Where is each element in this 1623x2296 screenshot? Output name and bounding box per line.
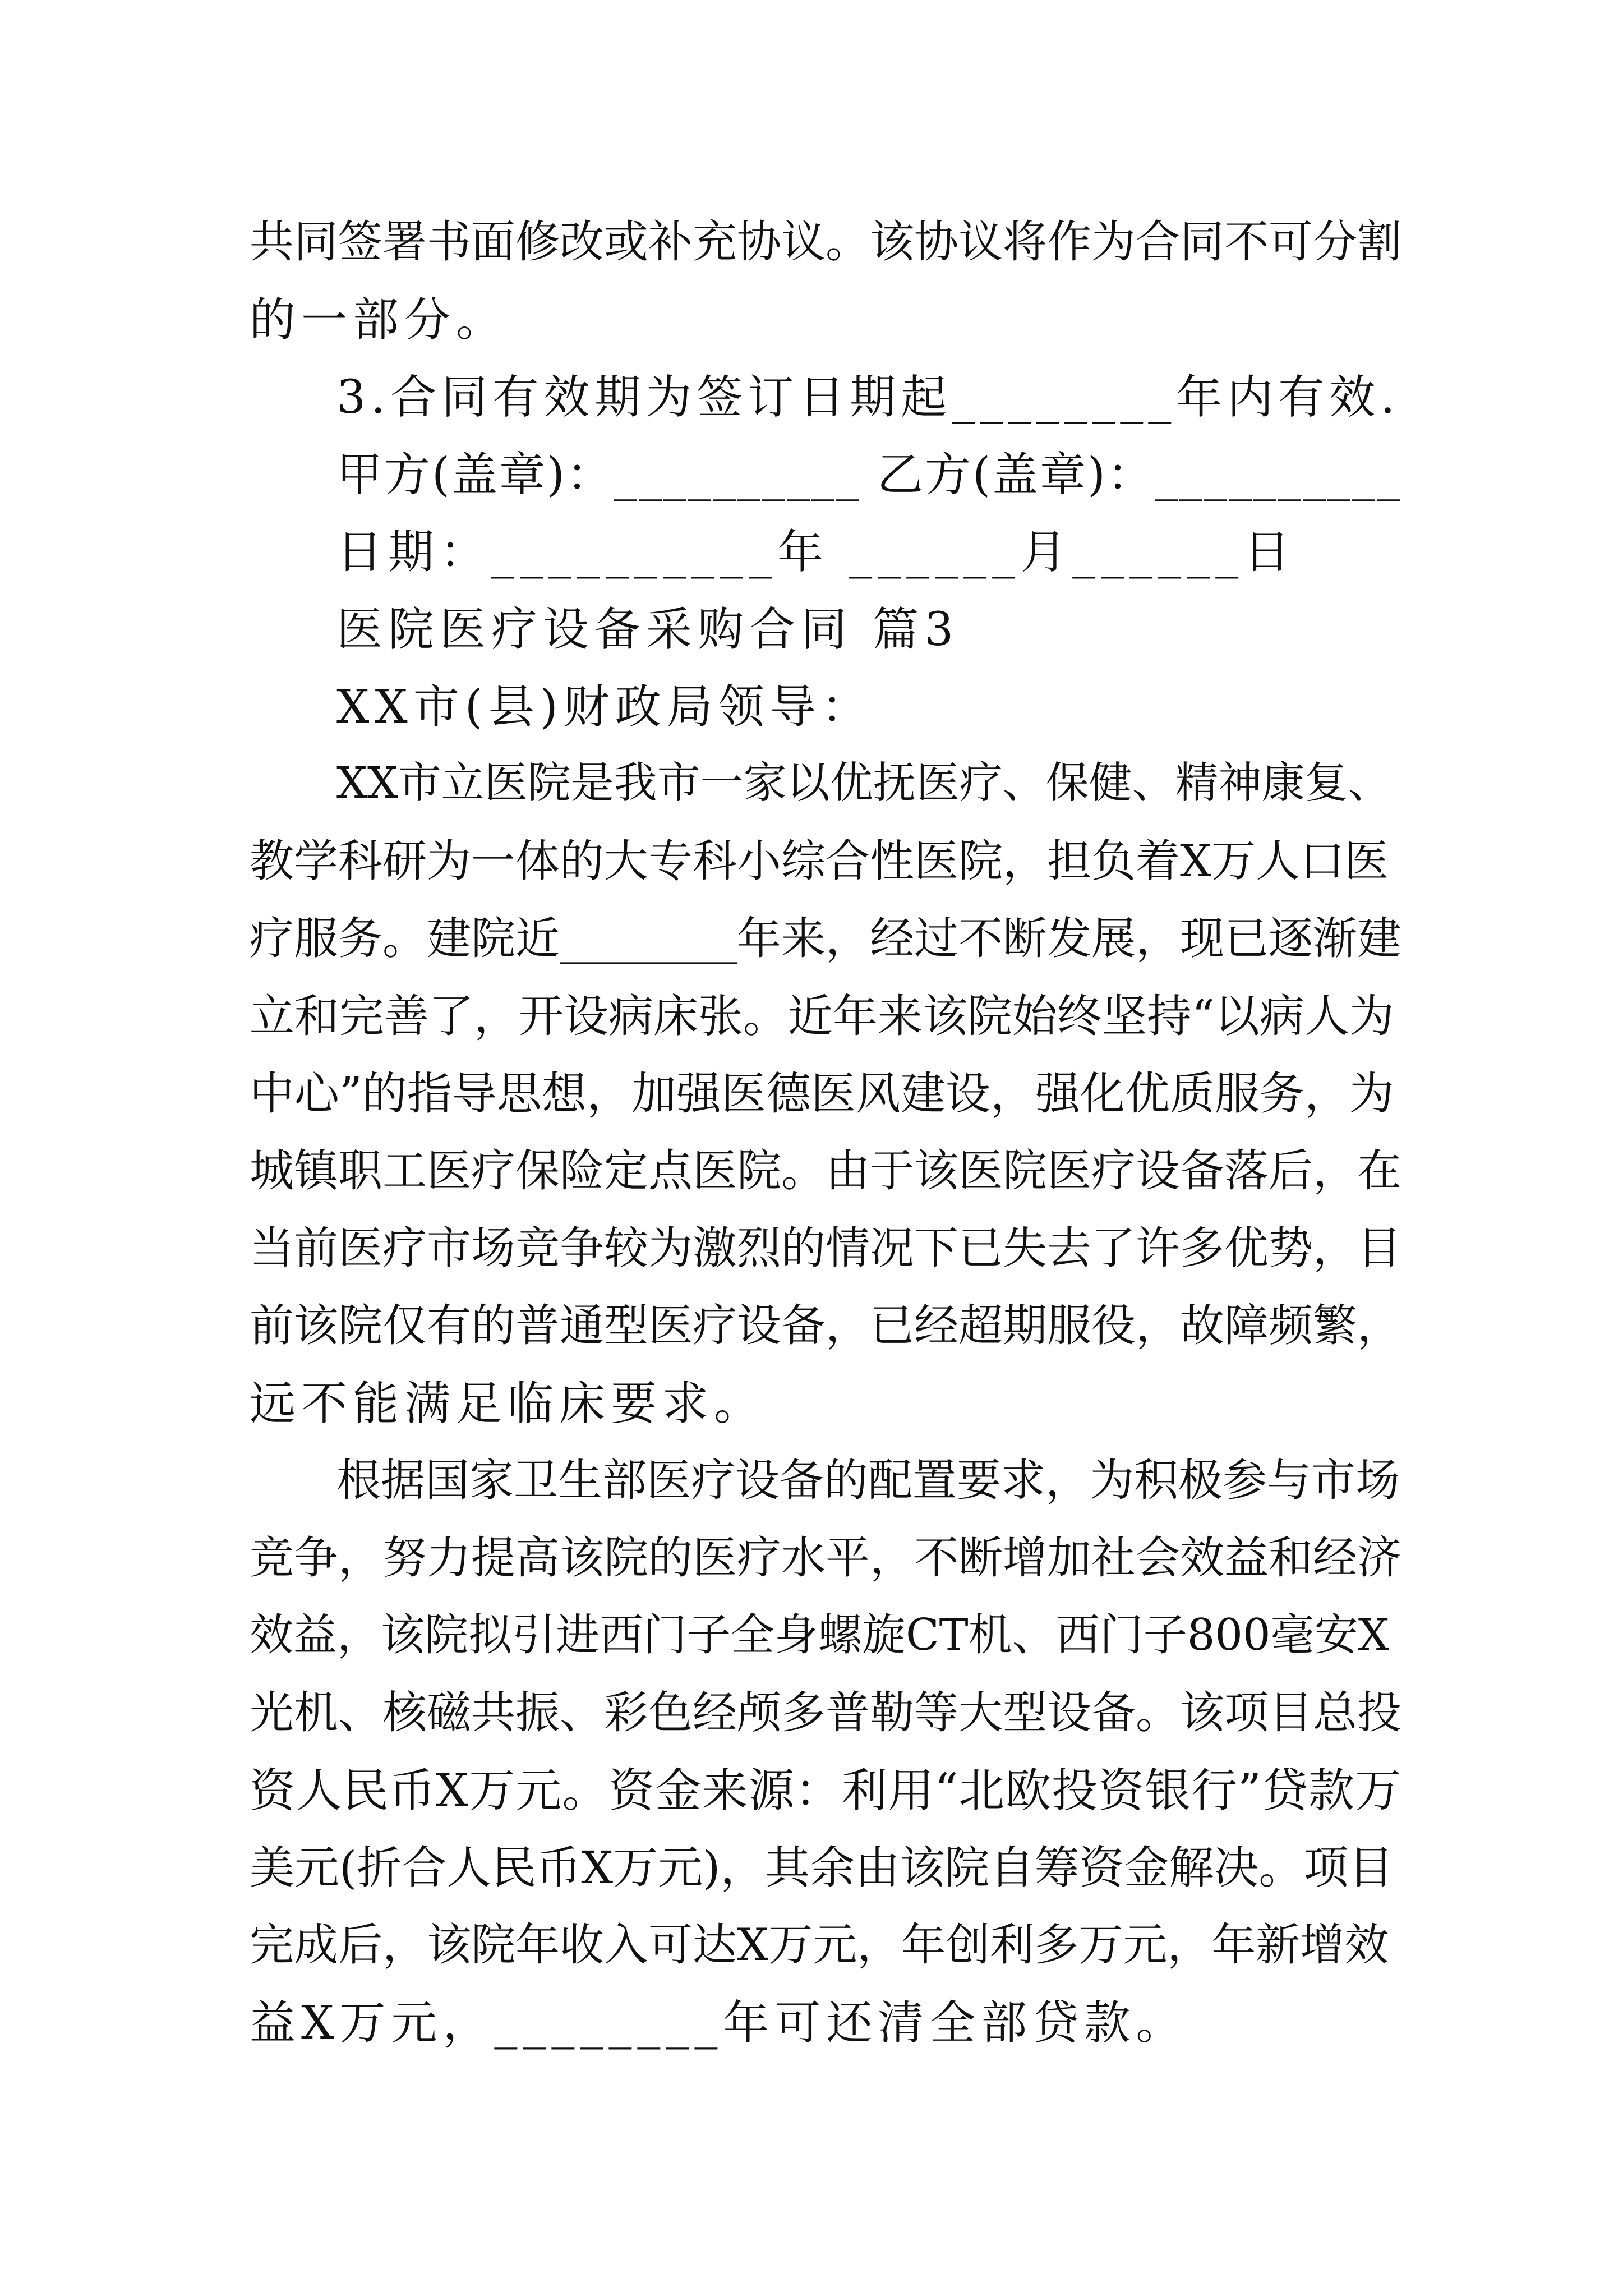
text-line: 城镇职工医疗保险定点医院。由于该医院医疗设备落后，在 (250, 1145, 1401, 1197)
text-line: 美元(折合人民币X万元)，其余由该院自筹资金解决。项目 (250, 1842, 1394, 1894)
text-line: 资人民币X万元。资金来源：利用“北欧投资银行”贷款万 (250, 1764, 1402, 1818)
text-line: 疗服务。建院近________年来，经过不断发展，现已逐渐建 (250, 913, 1401, 964)
text-line: 完成后，该院年收入可达X万元，年创利多万元，年新增效 (250, 1919, 1389, 1971)
signature-line: 甲方(盖章)：__________ 乙方(盖章)：__________ (336, 448, 1402, 501)
text-line: 光机、核磁共振、彩色经颅多普勒等大型设备。该项目总投 (250, 1687, 1401, 1738)
text-line: 中心”的指导思想，加强医德医风建设，强化优质服务，为 (250, 1068, 1394, 1120)
section-heading: 医院医疗设备采购合同 篇3 (336, 603, 960, 656)
text-line: 当前医疗市场竞争较为激烈的情况下已失去了许多优势，目 (250, 1222, 1401, 1274)
text-line: 的一部分。 (250, 293, 508, 347)
salutation: XX市(县)财政局领导： (336, 680, 873, 734)
text-line: 根据国家卫生部医疗设备的配置要求，为积极参与市场 (336, 1455, 1400, 1506)
text-line: 立和完善了，开设病床张。近年来该院始终坚持“以病人为 (250, 990, 1394, 1042)
text-line: 益X万元，________年可还清全部贷款。 (250, 1996, 1188, 2050)
text-line: 竞争，努力提高该院的医疗水平，不断增加社会效益和经济 (250, 1532, 1401, 1584)
date-line: 日期：__________年 ______月______日 (336, 526, 1296, 579)
text-line: 共同签署书面修改或补充协议。该协议将作为合同不可分割 (250, 216, 1401, 268)
text-line: 前该院仅有的普通型医疗设备，已经超期服役，故障频繁， (250, 1300, 1401, 1351)
text-line: 远不能满足临床要求。 (250, 1377, 766, 1430)
text-line: 教学科研为一体的大专科小综合性医院，担负着X万人口医 (250, 835, 1389, 887)
text-line: 3.合同有效期为签订日期起________年内有效. (336, 371, 1400, 424)
text-line: 效益，该院拟引进西门子全身螺旋CT机、西门子800毫安X (250, 1610, 1390, 1660)
text-line: XX市立医院是我市一家以优抚医疗、保健、精神康复、 (336, 758, 1391, 808)
